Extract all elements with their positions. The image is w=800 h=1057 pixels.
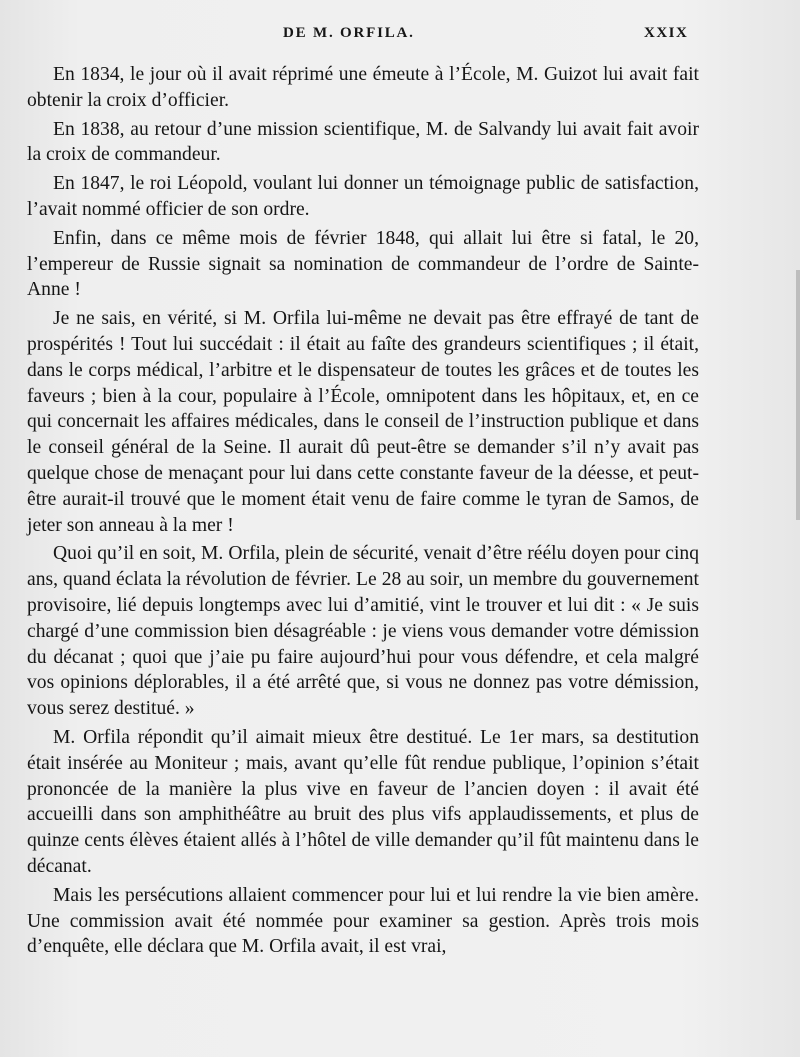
body-text (27, 62, 699, 960)
running-head: DE M. ORFILA. (283, 25, 415, 41)
page-header (0, 25, 800, 47)
paragraph: En 1834, le jour où il avait réprimé une émeute à l’École, M. Guizot lui avait fait obtenir la croix d’officier. (27, 64, 699, 111)
paragraph: Mais les persécutions allaient commencer pour lui et lui rendre la vie bien amère. Une commission avait été nommée pour examiner sa gestion. Après trois mois d’enquête, elle déclara que M. Orfila avait, il est vrai, (27, 884, 699, 958)
paragraph: Je ne sais, en vérité, si M. Orfila lui-même ne devait pas être effrayé de tant de prospérités ! Tout lui succédait : il était au faîte des grandeurs scientifiques ; il était, dans le corps médical, l’arbitre et le dispensateur de toutes les grâces et de toutes les faveurs ; bien à la cour, populaire à l’École, omnipotent dans les hôpitaux, et, en ce qui concernait les affaires médicales, dans le conseil de l’instruction publique et dans le conseil général de la Seine. Il aurait dû peut-être se demander s’il n’y avait pas quelque chose de menaçant pour lui dans cette constante faveur de la déesse, et peut-être aurait-il trouvé que le moment était venu de faire comme le tyran de Samos, de jeter son anneau à la mer ! (27, 308, 699, 536)
paragraph: En 1838, au retour d’une mission scientifique, M. de Salvandy lui avait fait avoir la croix de commandeur. (27, 118, 699, 166)
page-edge-shadow (796, 270, 800, 520)
paragraph: M. Orfila répondit qu’il aimait mieux être destitué. Le 1er mars, sa destitution était insérée au Moniteur ; mais, avant qu’elle fût rendue publique, l’opinion s’était prononcée de la manière la plus vive en faveur de l’ancien doyen : il avait été accueilli dans son amphithéâtre au bruit des plus vifs applaudissements, et plus de quinze cents élèves étaient allés à l’hôtel de ville demander qu’il fût maintenu dans le décanat. (27, 726, 699, 877)
paragraph: En 1847, le roi Léopold, voulant lui donner un témoignage public de satisfaction, l’avait nommé officier de son ordre. (27, 173, 699, 220)
page-number: XXIX (644, 25, 689, 41)
paragraph: Enfin, dans ce même mois de février 1848, qui allait lui être si fatal, le 20, l’empereur de Russie signait sa nomination de commandeur de l’ordre de Sainte-Anne ! (27, 227, 699, 301)
paragraph: Quoi qu’il en soit, M. Orfila, plein de sécurité, venait d’être réélu doyen pour cinq ans, quand éclata la révolution de février. Le 28 au soir, un membre du gouvernement provisoire, lié depuis longtemps avec lui d’amitié, vint le trouver et lui dit : « Je suis chargé d’une commission bien désagréable : je viens vous demander votre démission du décanat ; quoi que j’aie pu faire aujourd’hui pour vous défendre, et cela malgré vos opinions déplorables, il a été arrêté que, si vous ne donnez pas votre démission, vous serez destitué. » (27, 543, 699, 720)
